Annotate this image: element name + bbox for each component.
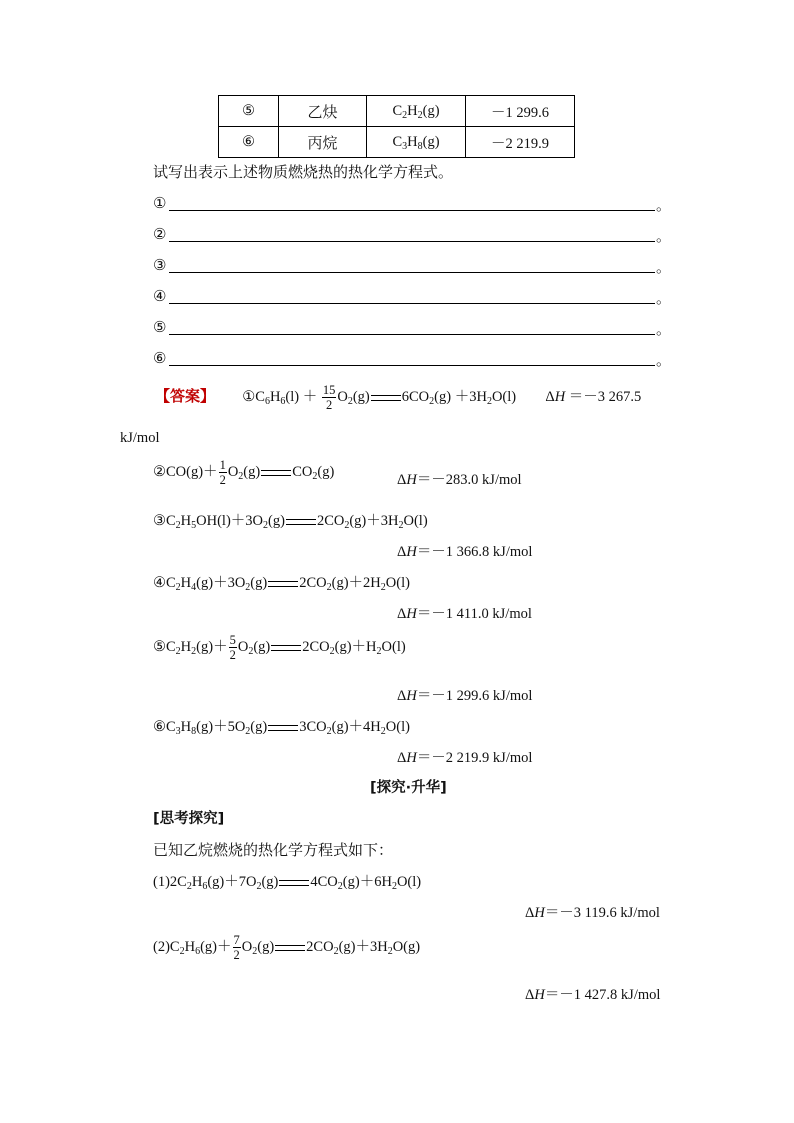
answer-eq-4 bbox=[153, 571, 410, 592]
eq-right: $6CO_2(g) +3H_2O(l)$ bbox=[401, 388, 517, 407]
row-index: ⑤ bbox=[219, 96, 279, 127]
combustion-table bbox=[218, 95, 575, 158]
equals-arrow bbox=[271, 645, 301, 651]
eq-rest: $O_2(g)$ bbox=[337, 388, 370, 407]
blank-period: 。 bbox=[656, 227, 672, 245]
eq-right: $2CO_2(g)+2H_2O(l)$ bbox=[299, 575, 410, 593]
equals-arrow bbox=[268, 725, 298, 731]
ethane-eq-2 bbox=[153, 933, 420, 962]
intro-text: 已知乙烷燃烧的热化学方程式如下： bbox=[153, 841, 394, 859]
eq-left: $①C_6H_6(l)$ ＋ bbox=[242, 388, 318, 407]
enthalpy: ΔH＝－283.0 kJ/mol bbox=[397, 472, 522, 488]
answer-eq-6 bbox=[153, 715, 410, 736]
eq-right: $3CO_2(g)+4H_2O(l)$ bbox=[299, 719, 410, 737]
eq-rest: $O_2(g)$ bbox=[241, 938, 275, 957]
eq-rest: $O_2(g)$ bbox=[227, 463, 261, 482]
answer-eq-2 bbox=[153, 458, 334, 487]
eq-left: $(2)C_2H_6(g)+$ bbox=[153, 938, 232, 957]
eq-left: $⑤C_2H_2(g)+$ bbox=[153, 638, 228, 657]
answer-eq-5 bbox=[153, 633, 406, 662]
blank-period: 。 bbox=[656, 289, 672, 307]
blank-line bbox=[169, 210, 655, 211]
substance-name: 乙炔 bbox=[279, 96, 367, 127]
enthalpy: ΔH＝－2 219.9 kJ/mol bbox=[397, 750, 533, 766]
blank-line bbox=[169, 334, 655, 335]
equals-arrow bbox=[268, 581, 298, 587]
enthalpy-unit: kJ/mol bbox=[120, 430, 160, 446]
enthalpy: ΔH＝－1 366.8 kJ/mol bbox=[397, 544, 533, 560]
table-row bbox=[219, 96, 575, 127]
substance-formula: $C_2H_2(g)$ bbox=[367, 96, 466, 127]
eq-right: $2CO_2(g)+3H_2O(l)$ bbox=[316, 513, 428, 531]
eq-right: $2CO_2(g)+3H_2O(g)$ bbox=[306, 938, 421, 957]
substance-name: 丙烷 bbox=[279, 127, 367, 158]
fraction: $\frac{7}{2}$ bbox=[233, 933, 240, 962]
blank-period: 。 bbox=[656, 258, 672, 276]
equals-arrow bbox=[275, 945, 305, 951]
combustion-heat: －1 299.6 bbox=[466, 96, 575, 127]
blank-number: ① bbox=[153, 196, 167, 212]
table-row bbox=[219, 127, 575, 158]
answer-eq-1 bbox=[155, 383, 641, 412]
blank-number: ⑤ bbox=[153, 320, 167, 336]
eq-right: $CO_2(g)$ bbox=[292, 463, 335, 482]
answer-tag: 【答案】 bbox=[155, 386, 216, 405]
enthalpy: ΔH＝－1 427.8 kJ/mol bbox=[525, 987, 661, 1003]
eq-left: $④C_2H_4(g)+3O_2(g)$ bbox=[153, 575, 268, 593]
blank-period: 。 bbox=[656, 320, 672, 338]
enthalpy: ΔH＝－1 411.0 kJ/mol bbox=[397, 606, 532, 622]
eq-right: $2CO_2(g)+H_2O(l)$ bbox=[302, 638, 406, 657]
eq-left: ②CO(g)＋ bbox=[153, 463, 218, 480]
answer-blank[interactable] bbox=[153, 194, 673, 214]
answer-blank[interactable] bbox=[153, 318, 673, 338]
fraction: $\frac{15}{2}$ bbox=[322, 383, 336, 412]
equals-arrow bbox=[279, 880, 309, 886]
combustion-heat: －2 219.9 bbox=[466, 127, 575, 158]
enthalpy: ΔH ＝－3 267.5 bbox=[545, 388, 642, 405]
blank-line bbox=[169, 303, 655, 304]
blank-line bbox=[169, 272, 655, 273]
blank-number: ④ bbox=[153, 289, 167, 305]
section-title: [探究·升华] bbox=[370, 780, 447, 796]
blank-period: 。 bbox=[656, 196, 672, 214]
blank-number: ② bbox=[153, 227, 167, 243]
blank-line bbox=[169, 241, 655, 242]
answer-eq-3 bbox=[153, 509, 428, 530]
fraction: $\frac{5}{2}$ bbox=[229, 633, 236, 662]
substance-formula: $C_3H_8(g)$ bbox=[367, 127, 466, 158]
question-text: 试写出表示上述物质燃烧热的热化学方程式。 bbox=[153, 163, 454, 181]
enthalpy: ΔH＝－3 119.6 kJ/mol bbox=[525, 905, 660, 921]
enthalpy: ΔH＝－1 299.6 kJ/mol bbox=[397, 688, 533, 704]
eq-left: $⑥C_3H_8(g)+5O_2(g)$ bbox=[153, 719, 268, 737]
blank-period: 。 bbox=[656, 351, 672, 369]
row-index: ⑥ bbox=[219, 127, 279, 158]
eq-rest: $O_2(g)$ bbox=[237, 638, 271, 657]
eq-left: $③C_2H_5OH(l)+3O_2(g)$ bbox=[153, 513, 285, 531]
answer-blank[interactable] bbox=[153, 256, 673, 276]
fraction: $\frac{1}{2}$ bbox=[219, 458, 226, 487]
sub-title: [思考探究] bbox=[153, 811, 225, 827]
blank-number: ⑥ bbox=[153, 351, 167, 367]
blank-line bbox=[169, 365, 655, 366]
equals-arrow bbox=[261, 470, 291, 476]
answer-blank[interactable] bbox=[153, 287, 673, 307]
equals-arrow bbox=[286, 519, 316, 525]
ethane-eq-1 bbox=[153, 870, 421, 891]
answer-blank[interactable] bbox=[153, 349, 673, 369]
equals-arrow bbox=[371, 395, 401, 401]
eq-right: $4CO_2(g)+6H_2O(l)$ bbox=[310, 874, 422, 892]
answer-blank[interactable] bbox=[153, 225, 673, 245]
eq-left: $(1)2C_2H_6(g)+7O_2(g)$ bbox=[153, 874, 279, 892]
blank-number: ③ bbox=[153, 258, 167, 274]
